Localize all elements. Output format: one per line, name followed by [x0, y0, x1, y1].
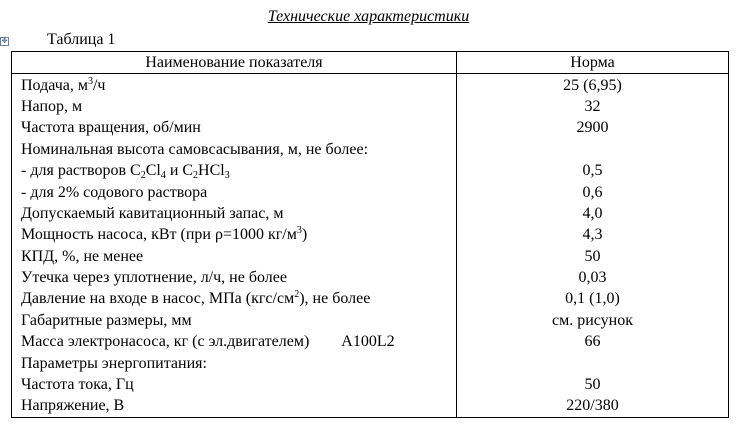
header-parameter-name: Наименование показателя	[12, 52, 457, 74]
row-value: 50	[457, 246, 729, 267]
table-row	[12, 117, 729, 138]
row-name: Давление на входе в насос, МПа $(кгс/см^2)$, не более	[12, 288, 457, 309]
specifications-table	[11, 51, 729, 418]
row-name: Утечка через уплотнение, л/ч, не более	[12, 267, 457, 288]
row-name: Напряжение, В	[12, 395, 457, 417]
table-row	[12, 181, 729, 202]
pump-model: А100L2	[341, 333, 395, 351]
row-name: - для растворов $C_2Cl_4$ и $C_2HCl_3$	[12, 160, 457, 181]
table-row	[12, 203, 729, 224]
row-name: Допускаемый кавитационный запас, м	[12, 203, 457, 224]
row-value: 0,03	[457, 267, 729, 288]
row-value: 0,1 (1,0)	[457, 288, 729, 309]
row-value	[457, 352, 729, 373]
row-value: 0,5	[457, 160, 729, 181]
row-value: 4,0	[457, 203, 729, 224]
table-row	[12, 310, 729, 331]
table-row	[12, 288, 729, 309]
table-row	[12, 267, 729, 288]
row-value: 4,3	[457, 224, 729, 245]
row-name: Габаритные размеры, мм	[12, 310, 457, 331]
row-value: см. рисунок	[457, 310, 729, 331]
header-norm: Норма	[457, 52, 729, 74]
row-name: КПД, %, не менее	[12, 246, 457, 267]
row-value: 66	[457, 331, 729, 352]
table-move-handle-icon[interactable]: ✥	[1, 37, 8, 45]
row-name: Частота вращения, об/мин	[12, 117, 457, 138]
table-row	[12, 96, 729, 117]
row-value: 220/380	[457, 395, 729, 417]
row-name: Масса электронасоса, кг (с эл.двигателем) А100L2	[12, 331, 457, 352]
table-row	[12, 352, 729, 373]
row-name: Номинальная высота самовсасывания, м, не более:	[12, 139, 457, 160]
table-header-row	[12, 52, 729, 74]
row-value: 0,6	[457, 181, 729, 202]
table-row	[12, 74, 729, 96]
table-row	[12, 395, 729, 417]
document-title: Технические характеристики	[267, 8, 470, 25]
row-value: 25 (6,95)	[457, 74, 729, 96]
row-name: - для 2% содового раствора	[12, 181, 457, 202]
row-name: Параметры энергопитания:	[12, 352, 457, 373]
row-name: Мощность насоса, кВт (при ρ=1000 $кг/м^3$)	[12, 224, 457, 245]
table-row	[12, 139, 729, 160]
row-value	[457, 139, 729, 160]
table-row	[12, 160, 729, 181]
table-caption: Таблица 1	[47, 31, 116, 48]
row-value: 50	[457, 374, 729, 395]
row-value: 32	[457, 96, 729, 117]
table-row	[12, 374, 729, 395]
row-value: 2900	[457, 117, 729, 138]
row-name: Напор, м	[12, 96, 457, 117]
table-row	[12, 224, 729, 245]
table-row	[12, 331, 729, 352]
row-name: Подача, $м^3/ч$	[12, 74, 457, 96]
table-row	[12, 246, 729, 267]
row-name: Частота тока, Гц	[12, 374, 457, 395]
